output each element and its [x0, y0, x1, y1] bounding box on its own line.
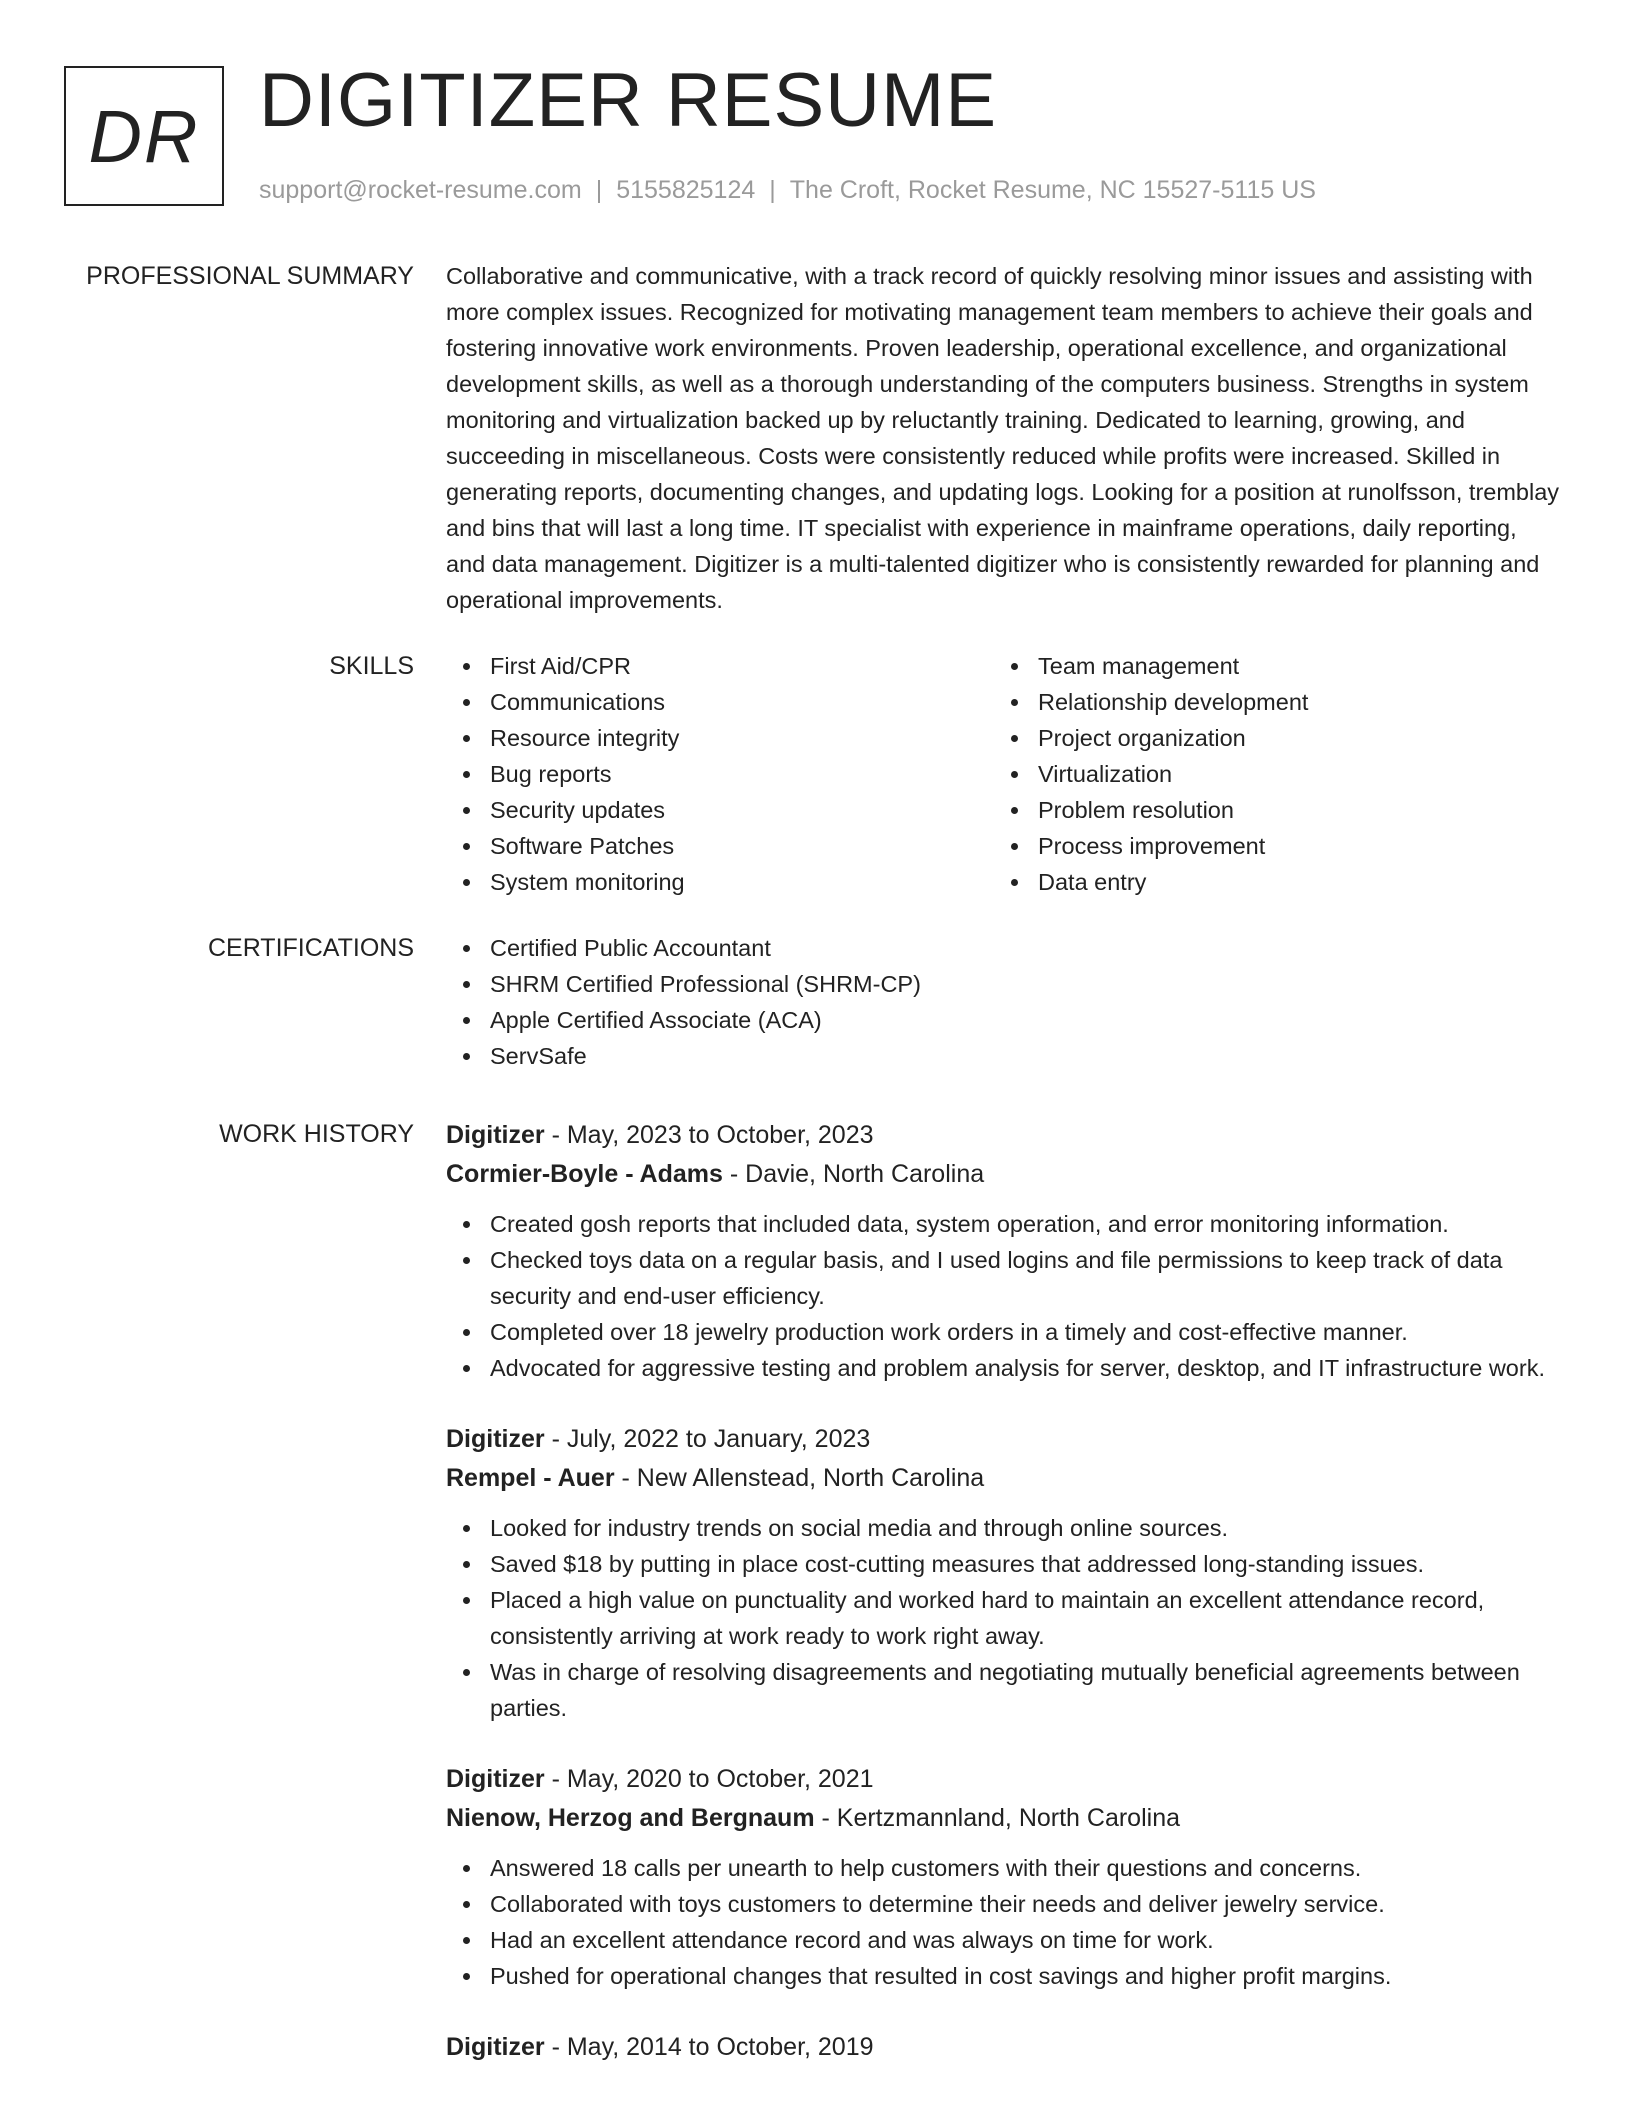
skill-item: Security updates	[446, 792, 994, 828]
skills-list-right	[994, 648, 1542, 900]
summary-text: Collaborative and communicative, with a track record of quickly resolving minor issues and assisting with more complex issues. Recognized for motivating management team members to achieve their goals and fostering innovative work environments. Proven leadership, operational excellence, and organizational development skills, as well as a thorough understanding of the computers business. Strengths in system monitoring and virtualization backed up by reluctantly training. Dedicated to learning, growing, and succeeding in miscellaneous. Costs were consistently reduced while profits were increased. Skilled in generating reports, documenting changes, and updating logs. Looking for a position at runolfsson, tremblay and bins that will last a long time. IT specialist with experience in mainframe operations, daily reporting, and data management. Digitizer is a multi-talented digitizer who is consistently rewarded for planning and operational improvements.	[446, 263, 1560, 613]
section-label-work-history: WORK HISTORY	[219, 1120, 414, 1148]
certification-item: Apple Certified Associate (ACA)	[446, 1002, 1560, 1038]
skill-item: Data entry	[994, 864, 1542, 900]
job-bullet: Placed a high value on punctuality and worked hard to maintain an excellent attendance record, consistently arriving at work ready to work right away.	[446, 1582, 1560, 1654]
job-dates: - May, 2014 to October, 2019	[544, 2033, 874, 2061]
job-dates: - May, 2020 to October, 2021	[544, 1765, 874, 1793]
job-title: Digitizer	[446, 1425, 545, 1453]
contact-phone[interactable]: 5155825124	[616, 176, 756, 204]
job-company-line	[446, 1799, 1560, 1838]
skill-item: Virtualization	[994, 756, 1542, 792]
section-label-certifications: CERTIFICATIONS	[207, 934, 414, 962]
job-bullet: Was in charge of resolving disagreements and negotiating mutually beneficial agreements between parties.	[446, 1654, 1560, 1726]
skill-item: Project organization	[994, 720, 1542, 756]
skill-item: Relationship development	[994, 684, 1542, 720]
job-company: Cormier-Boyle - Adams	[446, 1160, 723, 1188]
skill-item: Problem resolution	[994, 792, 1542, 828]
skill-item: Bug reports	[446, 756, 994, 792]
contact-address: The Croft, Rocket Resume, NC 15527-5115 US	[789, 176, 1316, 204]
job-bullets	[446, 1206, 1560, 1386]
page-title: DIGITIZER RESUME	[259, 58, 998, 143]
contact-separator: |	[595, 176, 603, 204]
skill-item: Resource integrity	[446, 720, 994, 756]
job-location: - Kertzmannland, North Carolina	[814, 1804, 1181, 1832]
contact-line	[259, 175, 1316, 205]
job-bullet: Saved $18 by putting in place cost-cutting measures that addressed long-standing issues.	[446, 1546, 1560, 1582]
job-title: Digitizer	[446, 1121, 545, 1149]
job-location: - Davie, North Carolina	[722, 1160, 985, 1188]
section-label-summary: PROFESSIONAL SUMMARY	[86, 262, 414, 290]
job-entry	[446, 1760, 1560, 1994]
contact-email[interactable]: support@rocket-resume.com	[259, 176, 582, 204]
skills-list-left	[446, 648, 994, 900]
job-bullets	[446, 1510, 1560, 1726]
job-bullet: Created gosh reports that included data, system operation, and error monitoring information.	[446, 1206, 1560, 1242]
job-company: Nienow, Herzog and Bergnaum	[446, 1804, 815, 1832]
job-bullet: Advocated for aggressive testing and problem analysis for server, desktop, and IT infrastructure work.	[446, 1350, 1560, 1386]
job-bullet: Answered 18 calls per unearth to help customers with their questions and concerns.	[446, 1850, 1560, 1886]
job-title: Digitizer	[446, 2033, 545, 2061]
skill-item: Software Patches	[446, 828, 994, 864]
contact-separator: |	[769, 176, 776, 204]
job-bullet: Collaborated with toys customers to determine their needs and deliver jewelry service.	[446, 1886, 1560, 1922]
certification-item: ServSafe	[446, 1038, 1560, 1074]
skill-item: System monitoring	[446, 864, 994, 900]
job-company-line	[446, 1459, 1560, 1498]
job-company-line	[446, 1155, 1560, 1194]
job-title-line	[446, 1116, 1560, 1155]
skill-item: Team management	[994, 648, 1542, 684]
certification-item: Certified Public Accountant	[446, 930, 1560, 966]
certification-item: SHRM Certified Professional (SHRM-CP)	[446, 966, 1560, 1002]
job-title-line	[446, 2028, 1560, 2067]
job-bullet: Pushed for operational changes that resulted in cost savings and higher profit margins.	[446, 1958, 1560, 1994]
job-entry	[446, 1116, 1560, 1386]
skill-item: Process improvement	[994, 828, 1542, 864]
job-bullet: Checked toys data on a regular basis, and I used logins and file permissions to keep track of data security and end-user efficiency.	[446, 1242, 1560, 1314]
job-entry	[446, 2028, 1560, 2067]
job-bullet: Had an excellent attendance record and was always on time for work.	[446, 1922, 1560, 1958]
job-dates: - July, 2022 to January, 2023	[544, 1425, 871, 1453]
job-location: - New Allenstead, North Carolina	[614, 1464, 985, 1492]
job-title-line	[446, 1420, 1560, 1459]
job-bullets	[446, 1850, 1560, 1994]
section-label-skills: SKILLS	[329, 652, 414, 680]
skill-item: First Aid/CPR	[446, 648, 994, 684]
job-bullet: Looked for industry trends on social media and through online sources.	[446, 1510, 1560, 1546]
job-entry	[446, 1420, 1560, 1726]
skill-item: Communications	[446, 684, 994, 720]
job-title-line	[446, 1760, 1560, 1799]
job-dates: - May, 2023 to October, 2023	[544, 1121, 874, 1149]
job-title: Digitizer	[446, 1765, 545, 1793]
monogram-logo: DR	[64, 66, 224, 206]
job-company: Rempel - Auer	[446, 1464, 615, 1492]
certifications-list	[446, 930, 1560, 1074]
job-bullet: Completed over 18 jewelry production work orders in a timely and cost-effective manner.	[446, 1314, 1560, 1350]
